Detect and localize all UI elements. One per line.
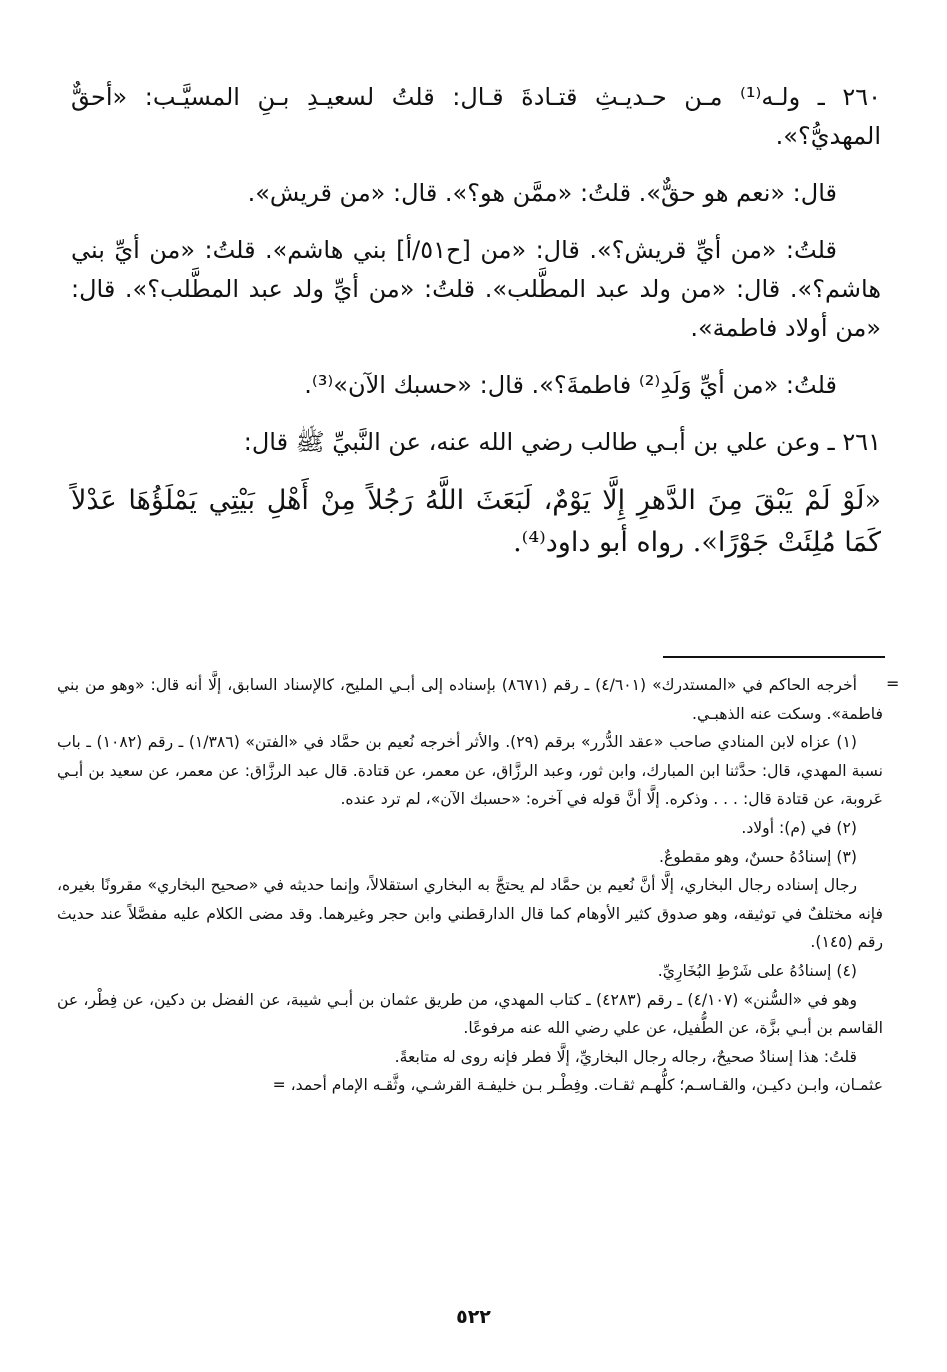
- hadith-260-answer-1: قال: «نعم هو حقٌّ». قلتُ: «ممَّن هو؟». قال: «من قريش».: [247, 179, 837, 207]
- footnote-1: (١) عزاه لابن المنادي صاحب «عقد الدُّرر» برقم (٢٩). والأثر أخرجه نُعيم بن حمَّاد في «الفتن» (١/٣٨٦) ـ رقم (١٠٨٢) ـ باب نسبة المهدي، قال: حدَّثنا ابن المبارك، وابن ثور، وعبد الرزَّاق، عن معمر، عن قتادة. قال عبد الرزَّاق: عن معمر، عن سعيد بن أبـي عَروبة، عن قتادة قال: . . . وذكره. إلَّا أنَّ قوله في آخره: «حسبك الآن»، لم ترد عنده.: [57, 733, 883, 809]
- footnote-3-title: (٣) إسنادُهُ حسنٌ، وهو مقطوعٌ.: [659, 847, 857, 866]
- hadith-260-question-3: قلتُ: «من أيِّ وَلَدِ⁽²⁾ فاطمةَ؟». قال: «حسبك الآن»⁽³⁾.: [304, 371, 837, 399]
- footnote-4-title: (٤) إسنادُهُ على شَرْطِ البُخَارِيِّ.: [657, 961, 857, 980]
- hadith-260-text: ٢٦٠ ـ ولـه⁽¹⁾ مـن حـديـثِ قتـادةَ قـال: قلتُ لسعيـدِ بـنِ المسيَّـب: «أحقٌّ المهديُّ؟».: [71, 83, 882, 150]
- page-number: ٥٢٢: [456, 1306, 491, 1328]
- footnote-continued: أخرجه الحاكم في «المستدرك» (٤/٦٠١) ـ رقم (٨٦٧١) بإسناده إلى أبـي المليح، كالإسناد السابق، إلَّا أنه قال: «وهو من بني فاطمة». وسكت عنه الذهبـي.: [57, 676, 883, 723]
- footnote-4-last: عثمـان، وابـن دكيـن، والقـاسـم؛ كلُّهـم ثقـات. وفِطْـر بـن خليفـة القرشـي، وثَّقـه الإمام أحمد، =: [272, 1076, 883, 1095]
- footnote-3-body: رجال إسناده رجال البخاري، إلَّا أنَّ نُعيم بن حمَّاد لم يحتجَّ به البخاري استقلالاً، وإنما حديثه في «صحيح البخاري» مقرونًا بغيره، فإنه مختلفٌ في توثيقه، وهو صدوق كثير الأوهام كما قال الدارقطني وابن حجر وغيرهما. وقد مضى الكلام عليه مفصَّلاً عند حديث رقم (١٤٥).: [57, 876, 883, 952]
- hadith-261-text: «لَوْ لَمْ يَبْقَ مِنَ الدَّهرِ إِلَّا يَوْمٌ، لَبَعَثَ اللَّهُ رَجُلاً مِنْ أَهْلِ بَيْتِي يَمْلَؤُهَا عَدْلاً كَمَا مُلِئَتْ جَوْرًا». رواه أبو داود⁽⁴⁾.: [71, 485, 881, 558]
- footnote-2: (٢) في (م): أولاد.: [741, 818, 857, 837]
- footnote-continuation-marker: =: [886, 674, 900, 693]
- hadith-261-intro: ٢٦١ ـ وعن علي بن أبـي طالب رضي الله عنه، عن النَّبيِّ ﷺ قال:: [243, 428, 881, 456]
- footnote-4-note: قلتُ: هذا إسنادٌ صحيحٌ، رجاله رجال البخاريِّ، إلَّا فطر فإنه روى له متابعةً.: [394, 1047, 857, 1066]
- footnotes: [57, 671, 883, 1100]
- footnote-4-body: وهو في «السُّنن» (٤/١٠٧) ـ رقم (٤٢٨٣) ـ كتاب المهدي، من طريق عثمان بن أبـي شيبة، عن الفضل بن دكين، عن فِطْر، عن القاسم بن أبـي بزَّة، عن الطُّفيل، عن علي رضي الله عنه مرفوعًا.: [57, 990, 883, 1038]
- main-text: [71, 78, 881, 564]
- footnote-separator: [663, 656, 885, 658]
- hadith-260-question-2: قلتُ: «من أيِّ قريش؟». قال: «من [ح٥١/أ] بني هاشم». قلتُ: «من أيِّ بني هاشم؟». قال: «من ولد عبد المطَّلب». قلتُ: «من أيِّ ولد عبد المطَّلب؟». قال: «من أولاد فاطمة».: [71, 236, 881, 342]
